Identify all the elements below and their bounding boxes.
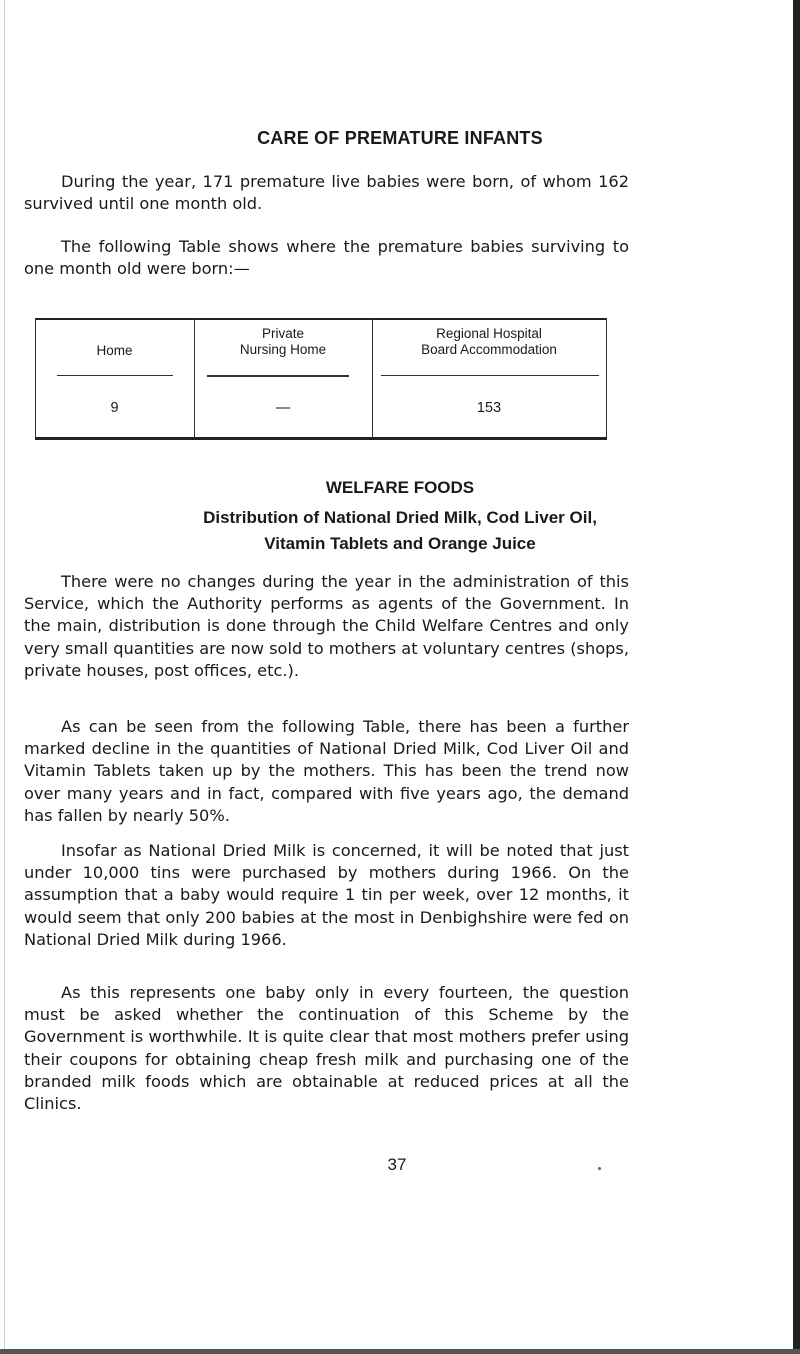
welfare-paragraph-2: As can be seen from the following Table, there has been a further marked decline in the quantities of National Dried Milk, Cod Liver Oil and Vitamin Tablets taken up by the mothers. This has been the trend now over many years and in fact, compared with five years ago, the demand has fallen by nearly 50%. (24, 717, 629, 825)
welfare-subtitle-line-1: Distribution of National Dried Milk, Cod Liver Oil, (203, 508, 597, 527)
header-line: Private (261, 326, 305, 341)
table-header-private-nursing-home (194, 326, 372, 358)
header-line: Board Accommodation (421, 342, 557, 357)
table-header-rule-1 (57, 375, 173, 376)
page-left-shadow (4, 0, 5, 1354)
table-header-home (35, 343, 194, 359)
table-top-rule (35, 318, 607, 320)
header-line: Home (96, 343, 133, 358)
welfare-paragraph-3: Insofar as National Dried Milk is concerned, it will be noted that just under 10,000 tins were purchased by mothers during 1966. On the assumption that a baby would require 1 tin per week, over 12 months, it would seem that only 200 babies at the most in Denbighshire were fed on National Dried Milk during 1966. (24, 841, 629, 949)
table-value-private-nursing-home: — (275, 400, 291, 416)
table-header-rule-3 (381, 375, 599, 376)
welfare-subtitle-line-2: Vitamin Tablets and Orange Juice (264, 534, 536, 553)
table-right-rule (606, 318, 607, 439)
header-line: Regional Hospital (436, 326, 542, 341)
welfare-paragraph-4: As this represents one baby only in every fourteen, the question must be asked whether the continuation of this Scheme by the Government is worthwhile. It is quite clear that most mothers prefer using their coupons for obtaining cheap fresh milk and purchasing one of the branded milk foods which are obtainable at reduced prices at all the Clinics. (24, 983, 629, 1114)
welfare-paragraph-1: There were no changes during the year in the administration of this Service, which the Authority performs as agents of the Government. In the main, distribution is done through the Child Welfare Centres and only very small quantities are now sold to mothers at voluntary centres (shops, private houses, post offices, etc.). (24, 572, 629, 680)
section-title-welfare-foods: WELFARE FOODS (325, 478, 475, 497)
ink-speck (598, 1167, 601, 1170)
table-bottom-rule (35, 437, 607, 440)
premature-paragraph-1: During the year, 171 premature live babies were born, of whom 162 survived until one month old. (24, 172, 629, 214)
table-left-rule (35, 318, 36, 439)
table-value-home: 9 (110, 400, 119, 416)
premature-paragraph-2: The following Table shows where the premature babies surviving to one month old were born:— (24, 237, 629, 279)
page-bottom-edge (0, 1349, 800, 1354)
page-number: 37 (387, 1155, 407, 1174)
table-value-regional-hospital: 153 (476, 400, 502, 416)
header-line: Nursing Home (239, 342, 327, 357)
premature-births-table (35, 318, 607, 441)
table-header-regional-hospital (372, 326, 606, 358)
section-title-premature: CARE OF PREMATURE INFANTS (257, 128, 543, 148)
page-right-edge (793, 0, 800, 1354)
table-header-rule-2 (207, 375, 349, 377)
